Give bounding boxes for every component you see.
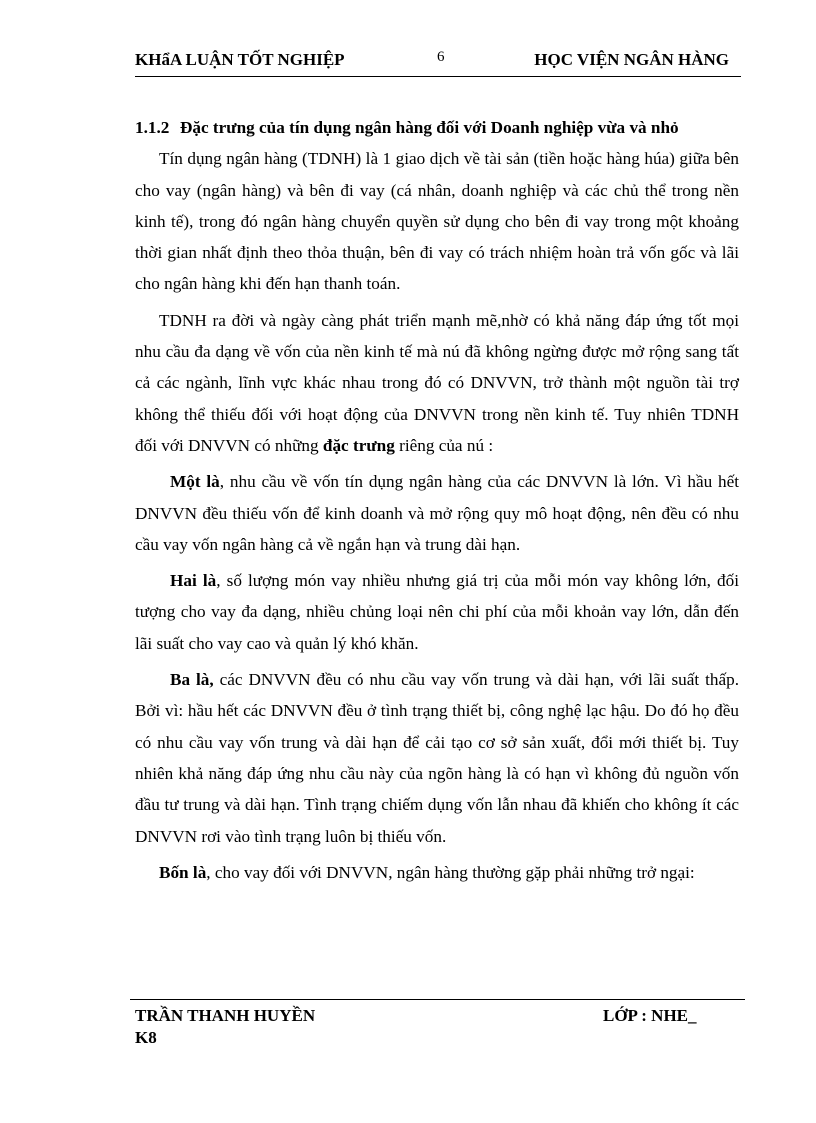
paragraph-text: , nhu cầu về vốn tín dụng ngân hàng của các DNVVN là lớn. Vì hầu hết DNVVN đều thiếu vốn để kinh doanh và mở rộng quy mô hoạt động, nên đều có nhu cầu vay vốn ngân hàng cả về ngắn hạn và trung dài hạn. (135, 472, 739, 554)
point-label: Bốn là (159, 862, 207, 882)
page-number: 6 (437, 49, 445, 65)
footer-author: TRẦN THANH HUYỀN (135, 1006, 316, 1025)
point-label: Ba là, (170, 670, 214, 690)
section-number: 1.1.2 (135, 118, 170, 137)
emphasis-text: đặc trưng (322, 435, 395, 455)
footer-class-suffix: K8 (135, 1028, 157, 1047)
paragraph-point-two (135, 565, 739, 659)
header-institution: HỌC VIỆN NGÂN HÀNG (534, 50, 729, 69)
header-thesis-label: KHẩA LUẬN TỐT NGHIỆP (135, 50, 345, 69)
paragraph-point-four (135, 857, 739, 888)
paragraph-point-one (135, 466, 739, 560)
page-header (135, 48, 741, 77)
paragraph-text: , cho vay đối với DNVVN, ngân hàng thường gặp phải những trở ngại: (206, 862, 695, 882)
section-heading (135, 112, 739, 143)
footer-divider (130, 999, 745, 1000)
paragraph-text: riêng của nú : (394, 435, 494, 455)
paragraph-text: các DNVVN đều có nhu cầu vay vốn trung và dài hạn, với lãi suất thấp. Bởi vì: hầu hết các DNVVN đều ở tình trạng thiết bị, công nghệ lạc hậu. Do đó họ đều có nhu cầu vay vốn trung và dài hạn để cải tạo cơ sở sản xuất, đổi mới thiết bị. Tuy nhiên khả năng đáp ứng nhu cầu này của ngõn hàng là có hạn vì không đủ nguồn vốn đầu tư trung và dài hạn. Tình trạng chiếm dụng vốn lẫn nhau đã khiến cho không ít các DNVVN rơi vào tình trạng luôn bị thiếu vốn. (135, 670, 739, 846)
footer-class: LỚP : NHE_ (603, 1006, 697, 1025)
paragraph-text: TDNH ra đời và ngày càng phát triển mạnh mẽ,nhờ có khả năng đáp ứng tốt mọi nhu cầu đa dạng về vốn của nền kinh tế mà nú đã không ngừng được mở rộng sang tất cả các ngành, lĩnh vực khác nhau trong đó có DNVVN, trở thành một nguồn tài trợ không thể thiếu đối với hoạt động của DNVVN trong nền kinh tế. Tuy nhiên TDNH đối với DNVVN có những (135, 310, 739, 455)
point-label: Một là (170, 472, 220, 492)
section-title: Đặc trưng của tín dụng ngân hàng đối với Doanh nghiệp vừa và nhỏ (180, 118, 679, 137)
paragraph-tdnh-development (135, 305, 739, 461)
paragraph-definition: Tín dụng ngân hàng (TDNH) là 1 giao dịch về tài sản (tiền hoặc hàng húa) giữa bên cho vay (ngân hàng) và bên đi vay (cá nhân, doanh nghiệp và các chủ thể trong nền kinh tế), trong đó ngân hàng chuyển quyền sử dụng cho bên đi vay trong một khoảng thời gian nhất định theo thỏa thuận, bên đi vay có trách nhiệm hoàn trả vốn gốc và lãi cho ngân hàng khi đến hạn thanh toán. (135, 149, 739, 294)
paragraph-text: , số lượng món vay nhiều nhưng giá trị của mỗi món vay không lớn, đối tượng cho vay đa dạng, nhiều chủng loại nên chi phí của mỗi khoản vay lớn, dẫn đến lãi suất cho vay cao và quản lý khó khăn. (135, 571, 739, 653)
paragraph-point-three (135, 664, 739, 852)
point-label: Hai là (170, 571, 217, 591)
document-body (135, 112, 739, 888)
